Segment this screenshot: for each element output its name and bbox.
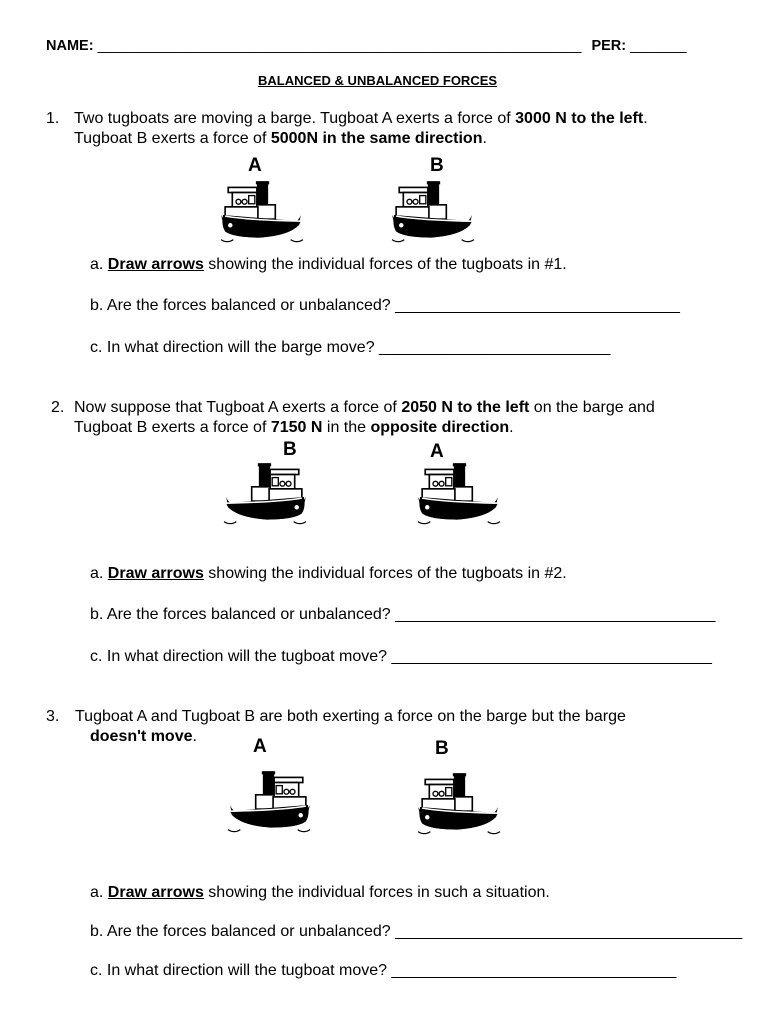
q1-line1: Two tugboats are moving a barge. Tugboat A exerts a force of 3000 N to the left. — [74, 110, 648, 127]
q2-label-left: B — [283, 439, 297, 460]
q1-part-a: a. Draw arrows showing the individual forces of the tugboats in #1. — [90, 256, 567, 273]
per-blank[interactable]: _______ — [630, 38, 687, 54]
name-blank[interactable]: ____________________________________________________________ — [97, 38, 582, 54]
q1-number: 1. — [46, 110, 60, 127]
q2-line2: Tugboat B exerts a force of 7150 N in the opposite direction. — [74, 419, 514, 436]
q3-number: 3. — [46, 708, 60, 725]
q3-part-c[interactable]: c. In what direction will the tugboat move? ________________________________ — [90, 962, 677, 979]
q3-part-a: a. Draw arrows showing the individual forces in such a situation. — [90, 884, 550, 901]
q2-part-a: a. Draw arrows showing the individual forces of the tugboats in #2. — [90, 565, 567, 582]
per-label: PER: — [591, 38, 627, 54]
q1-label-left: A — [248, 155, 262, 176]
tugboat-icon — [390, 180, 476, 246]
tugboat-icon — [222, 460, 308, 530]
q2-label-right: A — [430, 441, 444, 462]
tugboat-icon — [416, 770, 502, 840]
q2-line1: Now suppose that Tugboat A exerts a force of 2050 N to the left on the barge and — [74, 399, 655, 416]
q3-line2: doesn't move. — [90, 728, 197, 745]
q3-label-left: A — [253, 736, 267, 757]
name-field-row — [46, 38, 687, 54]
tugboat-icon — [416, 460, 502, 530]
q3-line1: Tugboat A and Tugboat B are both exerting a force on the barge but the barge — [75, 708, 626, 725]
q1-line2: Tugboat B exerts a force of 5000N in the same direction. — [74, 130, 487, 147]
tugboat-icon — [226, 768, 312, 838]
q2-part-c[interactable]: c. In what direction will the tugboat move? ____________________________________ — [90, 648, 712, 665]
tugboat-icon — [219, 180, 305, 246]
q1-part-b[interactable]: b. Are the forces balanced or unbalanced? ________________________________ — [90, 297, 680, 314]
q3-label-right: B — [435, 738, 449, 759]
q3-part-b[interactable]: b. Are the forces balanced or unbalanced? _______________________________________ — [90, 923, 743, 940]
q1-label-right: B — [430, 155, 444, 176]
name-label: NAME: — [46, 38, 94, 54]
page-title: BALANCED & UNBALANCED FORCES — [258, 73, 498, 88]
q2-number: 2. — [51, 399, 65, 416]
q2-part-b[interactable]: b. Are the forces balanced or unbalanced? ____________________________________ — [90, 606, 716, 623]
q1-part-c[interactable]: c. In what direction will the barge move? __________________________ — [90, 339, 611, 356]
